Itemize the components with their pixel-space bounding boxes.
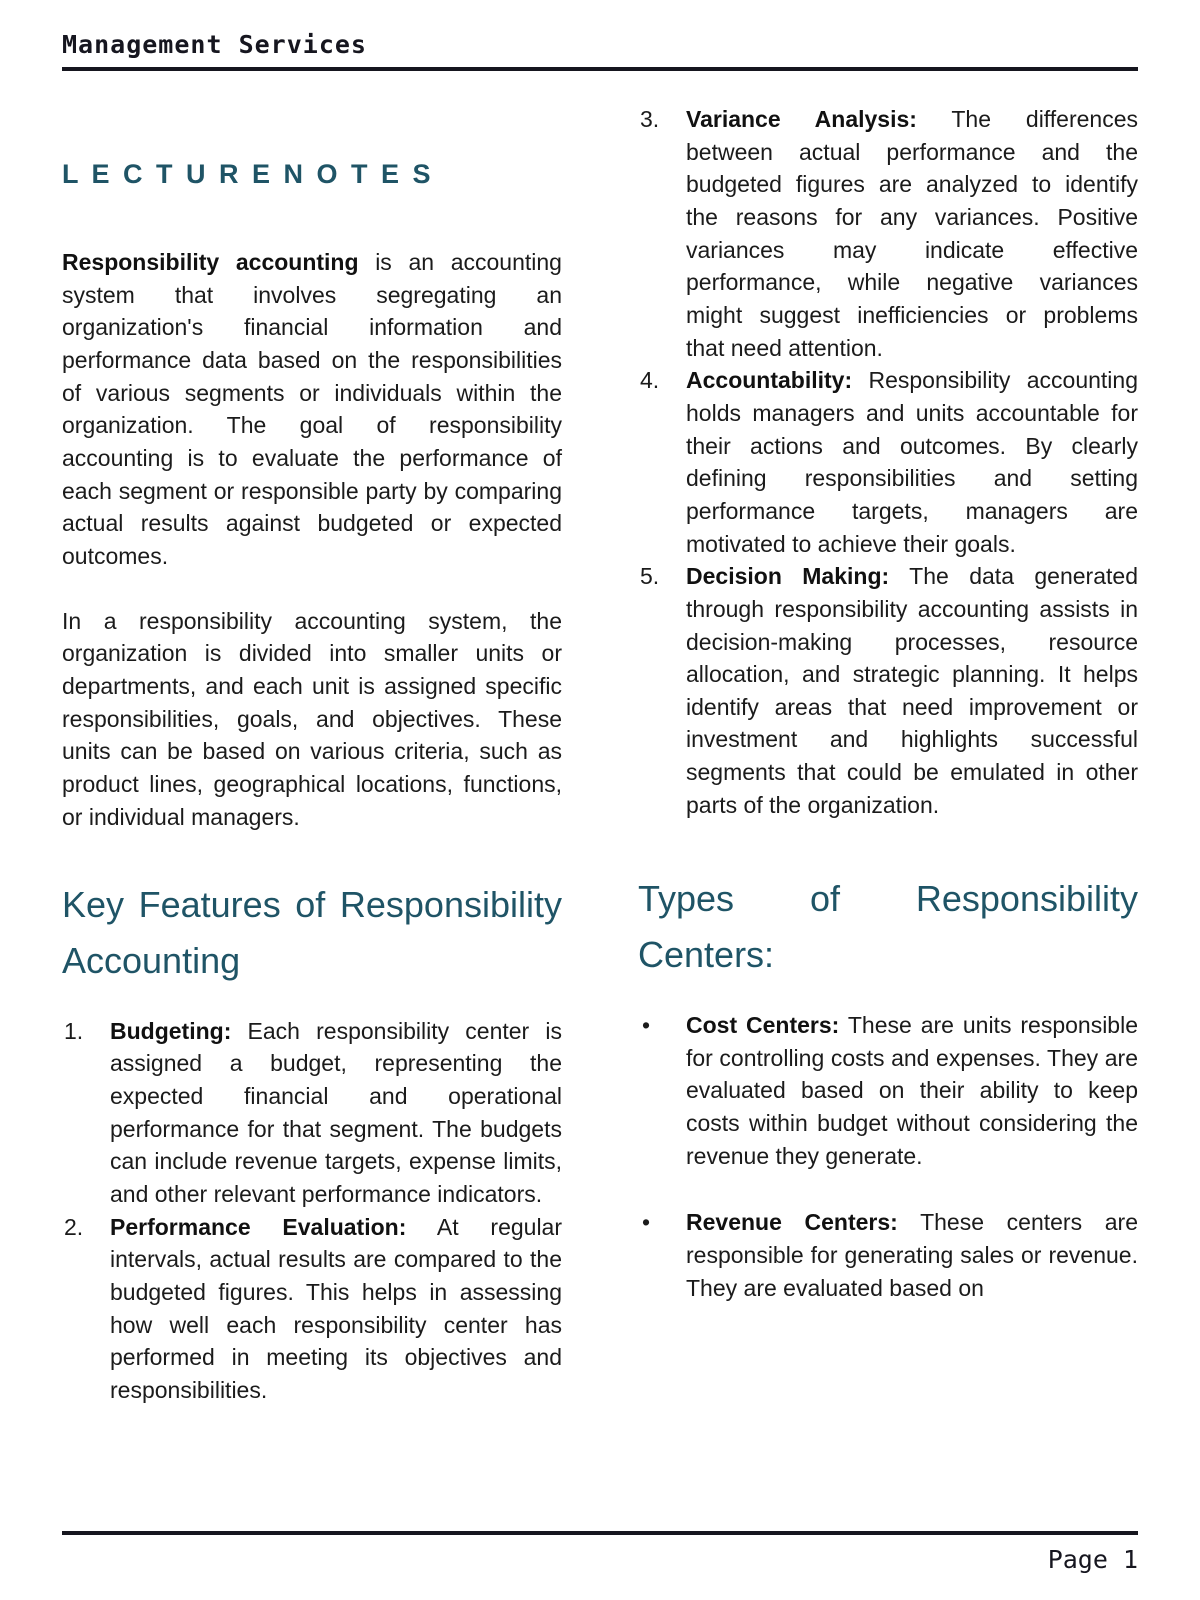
list-item-text: The differences between actual performance and the budgeted figures are analyzed to identify the reasons for any variances. Positive variances may indicate effective performance, while negative variances might suggest inefficiencies or problems that need attention. (686, 106, 1138, 361)
list-item-body (686, 1012, 1138, 1169)
list-item-number: 3. (640, 106, 660, 132)
list-item-performance-evaluation (62, 1211, 562, 1407)
list-item-label: Revenue Centers: (686, 1209, 898, 1236)
list-item-body (686, 1209, 1138, 1300)
list-item-text: These are units responsible for controlling costs and expenses. They are evaluated based on their ability to keep costs within budget without considering the revenue they generate. (686, 1012, 1138, 1169)
list-item-label: Budgeting: (110, 1017, 232, 1044)
list-item-decision-making (638, 560, 1138, 821)
list-item-body (686, 367, 1138, 556)
right-column (638, 103, 1138, 1338)
list-item-number: 2. (64, 1213, 84, 1240)
list-item-text: Each responsibility center is assigned a budget, representing the expected financial and operational performance for that segment. The budgets can include revenue targets, expense limits, and other relevant performance indicators. (110, 1017, 562, 1208)
page-number: Page 1 (1047, 1545, 1138, 1574)
list-item-text: The data generated through responsibility accounting assists in decision-making processes, resource allocation, and strategic planning. It helps identify areas that need improvement or investment and highlights successful segments that could be emulated in other parts of the organization. (686, 563, 1138, 818)
list-item-body (110, 1018, 562, 1207)
intro-paragraph-1-text: is an accounting system that involves segregating an organization's financial information and performance data based on the responsibilities of various segments or individuals within the organization. The goal of responsibility accounting is to evaluate the performance of each segment or responsible party by comparing actual results against budgeted or expected outcomes. (62, 249, 562, 569)
types-of-responsibility-centers-heading: Types of Responsibility Centers: (638, 878, 1138, 976)
page-footer (62, 1531, 1138, 1574)
left-column (62, 103, 562, 1407)
responsibility-centers-list (638, 1009, 1138, 1304)
list-item-text: These centers are responsible for generating sales or revenue. They are evaluated based on (686, 1209, 1138, 1301)
list-item-label: Cost Centers: (686, 1012, 840, 1039)
intro-paragraph-2: In a responsibility accounting system, the organization is divided into smaller units or departments, and each unit is assigned specific responsibilities, goals, and objectives. These units can be based on various criteria, such as product lines, geographical locations, functions, or individual managers. (62, 607, 562, 830)
list-item-label: Decision Making: (686, 563, 890, 590)
list-item-cost-centers (638, 1009, 1138, 1172)
intro-paragraph-1 (62, 246, 562, 573)
footer-rule (62, 1531, 1138, 1535)
list-item-label: Variance Analysis: (686, 106, 917, 132)
list-item-body (110, 1214, 562, 1403)
list-item-body (686, 563, 1138, 818)
bullet-icon: • (642, 1209, 651, 1236)
key-features-heading: Key Features of Responsibility Accounting (62, 884, 562, 981)
intro-paragraph-1-lead: Responsibility accounting (62, 249, 359, 275)
page-header (0, 0, 1200, 71)
list-item-label: Performance Evaluation: (110, 1213, 407, 1240)
bullet-icon: • (642, 1012, 651, 1039)
document-header-title: Management Services (62, 30, 367, 59)
list-item-variance-analysis (638, 103, 1138, 364)
key-features-list-continued (638, 103, 1138, 821)
list-item-accountability (638, 364, 1138, 560)
list-item-number: 5. (640, 563, 660, 590)
lecture-notes-title: L E C T U R E N O T E S (62, 159, 434, 189)
list-item-text: Responsibility accounting holds managers and units accountable for their actions and outcomes. By clearly defining responsibilities and setting performance targets, managers are motivated to achieve their goals. (686, 367, 1138, 557)
list-item-revenue-centers (638, 1206, 1138, 1304)
list-item-number: 1. (64, 1017, 84, 1044)
key-features-list (62, 1015, 562, 1407)
list-item-body (686, 106, 1138, 361)
list-item-number: 4. (640, 367, 660, 394)
two-column-body (0, 71, 1200, 1407)
list-item-label: Accountability: (686, 367, 853, 394)
list-item-budgeting (62, 1015, 562, 1211)
list-item-text: At regular intervals, actual results are compared to the budgeted figures. This helps in assessing how well each responsibility center has performed in meeting its objectives and responsibilities. (110, 1213, 563, 1403)
